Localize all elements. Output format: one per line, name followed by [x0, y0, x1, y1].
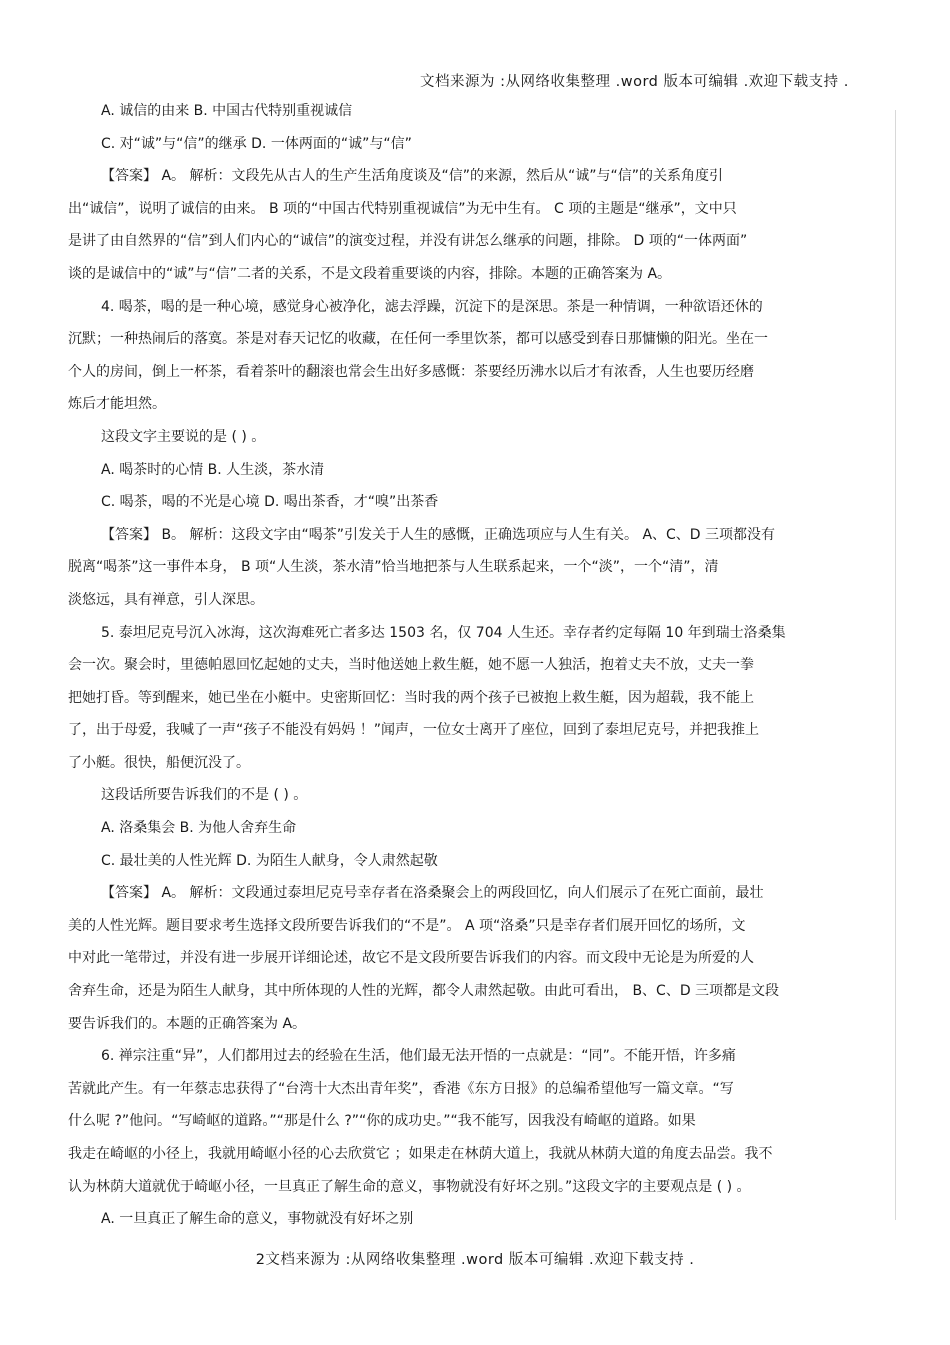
right-margin-rule — [895, 110, 896, 1220]
text-line: 了小艇。很快，船便沉没了。 — [68, 754, 250, 771]
text-line: 会一次。聚会时，里德帕恩回忆起她的丈夫，当时他送她上救生艇，她不愿一人独活，抱着丈夫不放，丈夫一拳 — [68, 657, 754, 674]
page-header: 文档来源为 :从网络收集整理 .word 版本可编辑 .欢迎下载支持 . — [420, 74, 849, 90]
text-line: A. 一旦真正了解生命的意义，事物就没有好坏之别 — [101, 1211, 414, 1228]
text-line: 了，出于母爱，我喊了一声“孩子不能没有妈妈 ！”闻声，一位女士离开了座位，回到了泰坦尼克号，并把我推上 — [68, 722, 759, 739]
text-line: 5. 泰坦尼克号沉入冰海，这次海难死亡者多达 1503 名，仅 704 人生还。幸存者约定每隔 10 年到瑞士洛桑集 — [101, 624, 786, 641]
text-line: A. 洛桑集会 B. 为他人舍弃生命 — [101, 820, 297, 837]
text-line: 6. 禅宗注重“异”，人们都用过去的经验在生活，他们最无法开悟的一点就是：“同”。不能开悟，许多痛 — [101, 1048, 736, 1065]
text-line: 我走在崎岖的小径上，我就用崎岖小径的心去欣赏它 ；如果走在林荫大道上，我就从林荫大道的角度去品尝。我不 — [68, 1146, 773, 1162]
text-line: 出“诚信”，说明了诚信的由来。 B 项的“中国古代特别重视诚信”为无中生有。 C 项的主题是“继承”，文中只 — [68, 200, 737, 217]
text-line: 炼后才能坦然。 — [68, 396, 166, 413]
text-line: 中对此一笔带过，并没有进一步展开详细论述，故它不是文段所要告诉我们的内容。而文段中无论是为所爱的人 — [68, 950, 754, 967]
text-line: 【答案】 B。 解析：这段文字由“喝茶”引发关于人生的感慨，正确选项应与人生有关。 A、C、D 三项都没有 — [101, 526, 776, 543]
text-line: 淡悠远，具有禅意，引人深思。 — [68, 591, 264, 608]
text-line: 什么呢 ?”他问。“写崎岖的道路。”“那是什么 ?”“你的成功史。”“我不能写，因我没有崎岖的道路。如果 — [68, 1113, 696, 1130]
text-line: C. 对“诚”与“信”的继承 D. 一体两面的“诚”与“信” — [101, 135, 412, 152]
text-line: C. 最壮美的人性光辉 D. 为陌生人献身，令人肃然起敬 — [101, 852, 438, 869]
text-line: 【答案】 A。 解析：文段先从古人的生产生活角度谈及“信”的来源，然后从“诚”与“信”的关系角度引 — [101, 168, 723, 185]
text-line: 这段文字主要说的是 ( ) 。 — [101, 428, 266, 445]
document-body — [68, 95, 898, 1236]
text-line: 舍弃生命，还是为陌生人献身，其中所体现的人性的光辉，都令人肃然起敬。由此可看出， B、C、D 三项都是文段 — [68, 983, 780, 1000]
text-line: 沉默；一种热闹后的落寞。茶是对春天记忆的收藏，在任何一季里饮茶，都可以感受到春日那慵懒的阳光。坐在一 — [68, 331, 768, 348]
text-line: 美的人性光辉。题目要求考生选择文段所要告诉我们的“不是”。 A 项“洛桑”只是幸存者们展开回忆的场所，文 — [68, 917, 746, 934]
text-line: 苦就此产生。有一年蔡志忠获得了“台湾十大杰出青年奖”，香港《东方日报》的总编希望他写一篇文章。“写 — [68, 1080, 734, 1097]
text-line: 个人的房间，倒上一杯茶，看着茶叶的翻滚也常会生出好多感慨：茶要经历沸水以后才有浓香，人生也要历经磨 — [68, 363, 754, 380]
text-line: A. 喝茶时的心情 B. 人生淡，茶水清 — [101, 461, 325, 478]
text-line: 谈的是诚信中的“诚”与“信”二者的关系，不是文段着重要谈的内容，排除。本题的正确答案为 A。 — [68, 265, 672, 282]
page-footer: 2文档来源为 :从网络收集整理 .word 版本可编辑 .欢迎下载支持 . — [255, 1252, 695, 1268]
text-line: C. 喝茶，喝的不光是心境 D. 喝出茶香，才“嗅”出茶香 — [101, 494, 439, 511]
text-line: 这段话所要告诉我们的不是 ( ) 。 — [101, 787, 308, 804]
text-line: 4. 喝茶，喝的是一种心境，感觉身心被净化，滤去浮躁，沉淀下的是深思。茶是一种情调，一种欲语还休的 — [101, 298, 763, 315]
text-line: 把她打昏。等到醒来，她已坐在小艇中。史密斯回忆：当时我的两个孩子已被抱上救生艇，因为超载，我不能上 — [68, 689, 754, 706]
text-line: 认为林荫大道就优于崎岖小径，一旦真正了解生命的意义，事物就没有好坏之别。”这段文字的主要观点是 ( ) 。 — [68, 1178, 751, 1195]
text-line: 是讲了由自然界的“信”到人们内心的“诚信”的演变过程，并没有讲怎么继承的问题，排除。 D 项的“一体两面” — [68, 233, 748, 250]
text-line: A. 诚信的由来 B. 中国古代特别重视诚信 — [101, 103, 353, 119]
text-line: 要告诉我们的。本题的正确答案为 A。 — [68, 1015, 307, 1032]
text-line: 【答案】 A。 解析：文段通过泰坦尼克号幸存者在洛桑聚会上的两段回忆，向人们展示了在死亡面前，最壮 — [101, 885, 764, 902]
text-line: 脱离“喝茶”这一事件本身， B 项“人生淡，茶水清”恰当地把茶与人生联系起来，一个“淡”，一个“清”，清 — [68, 559, 719, 576]
